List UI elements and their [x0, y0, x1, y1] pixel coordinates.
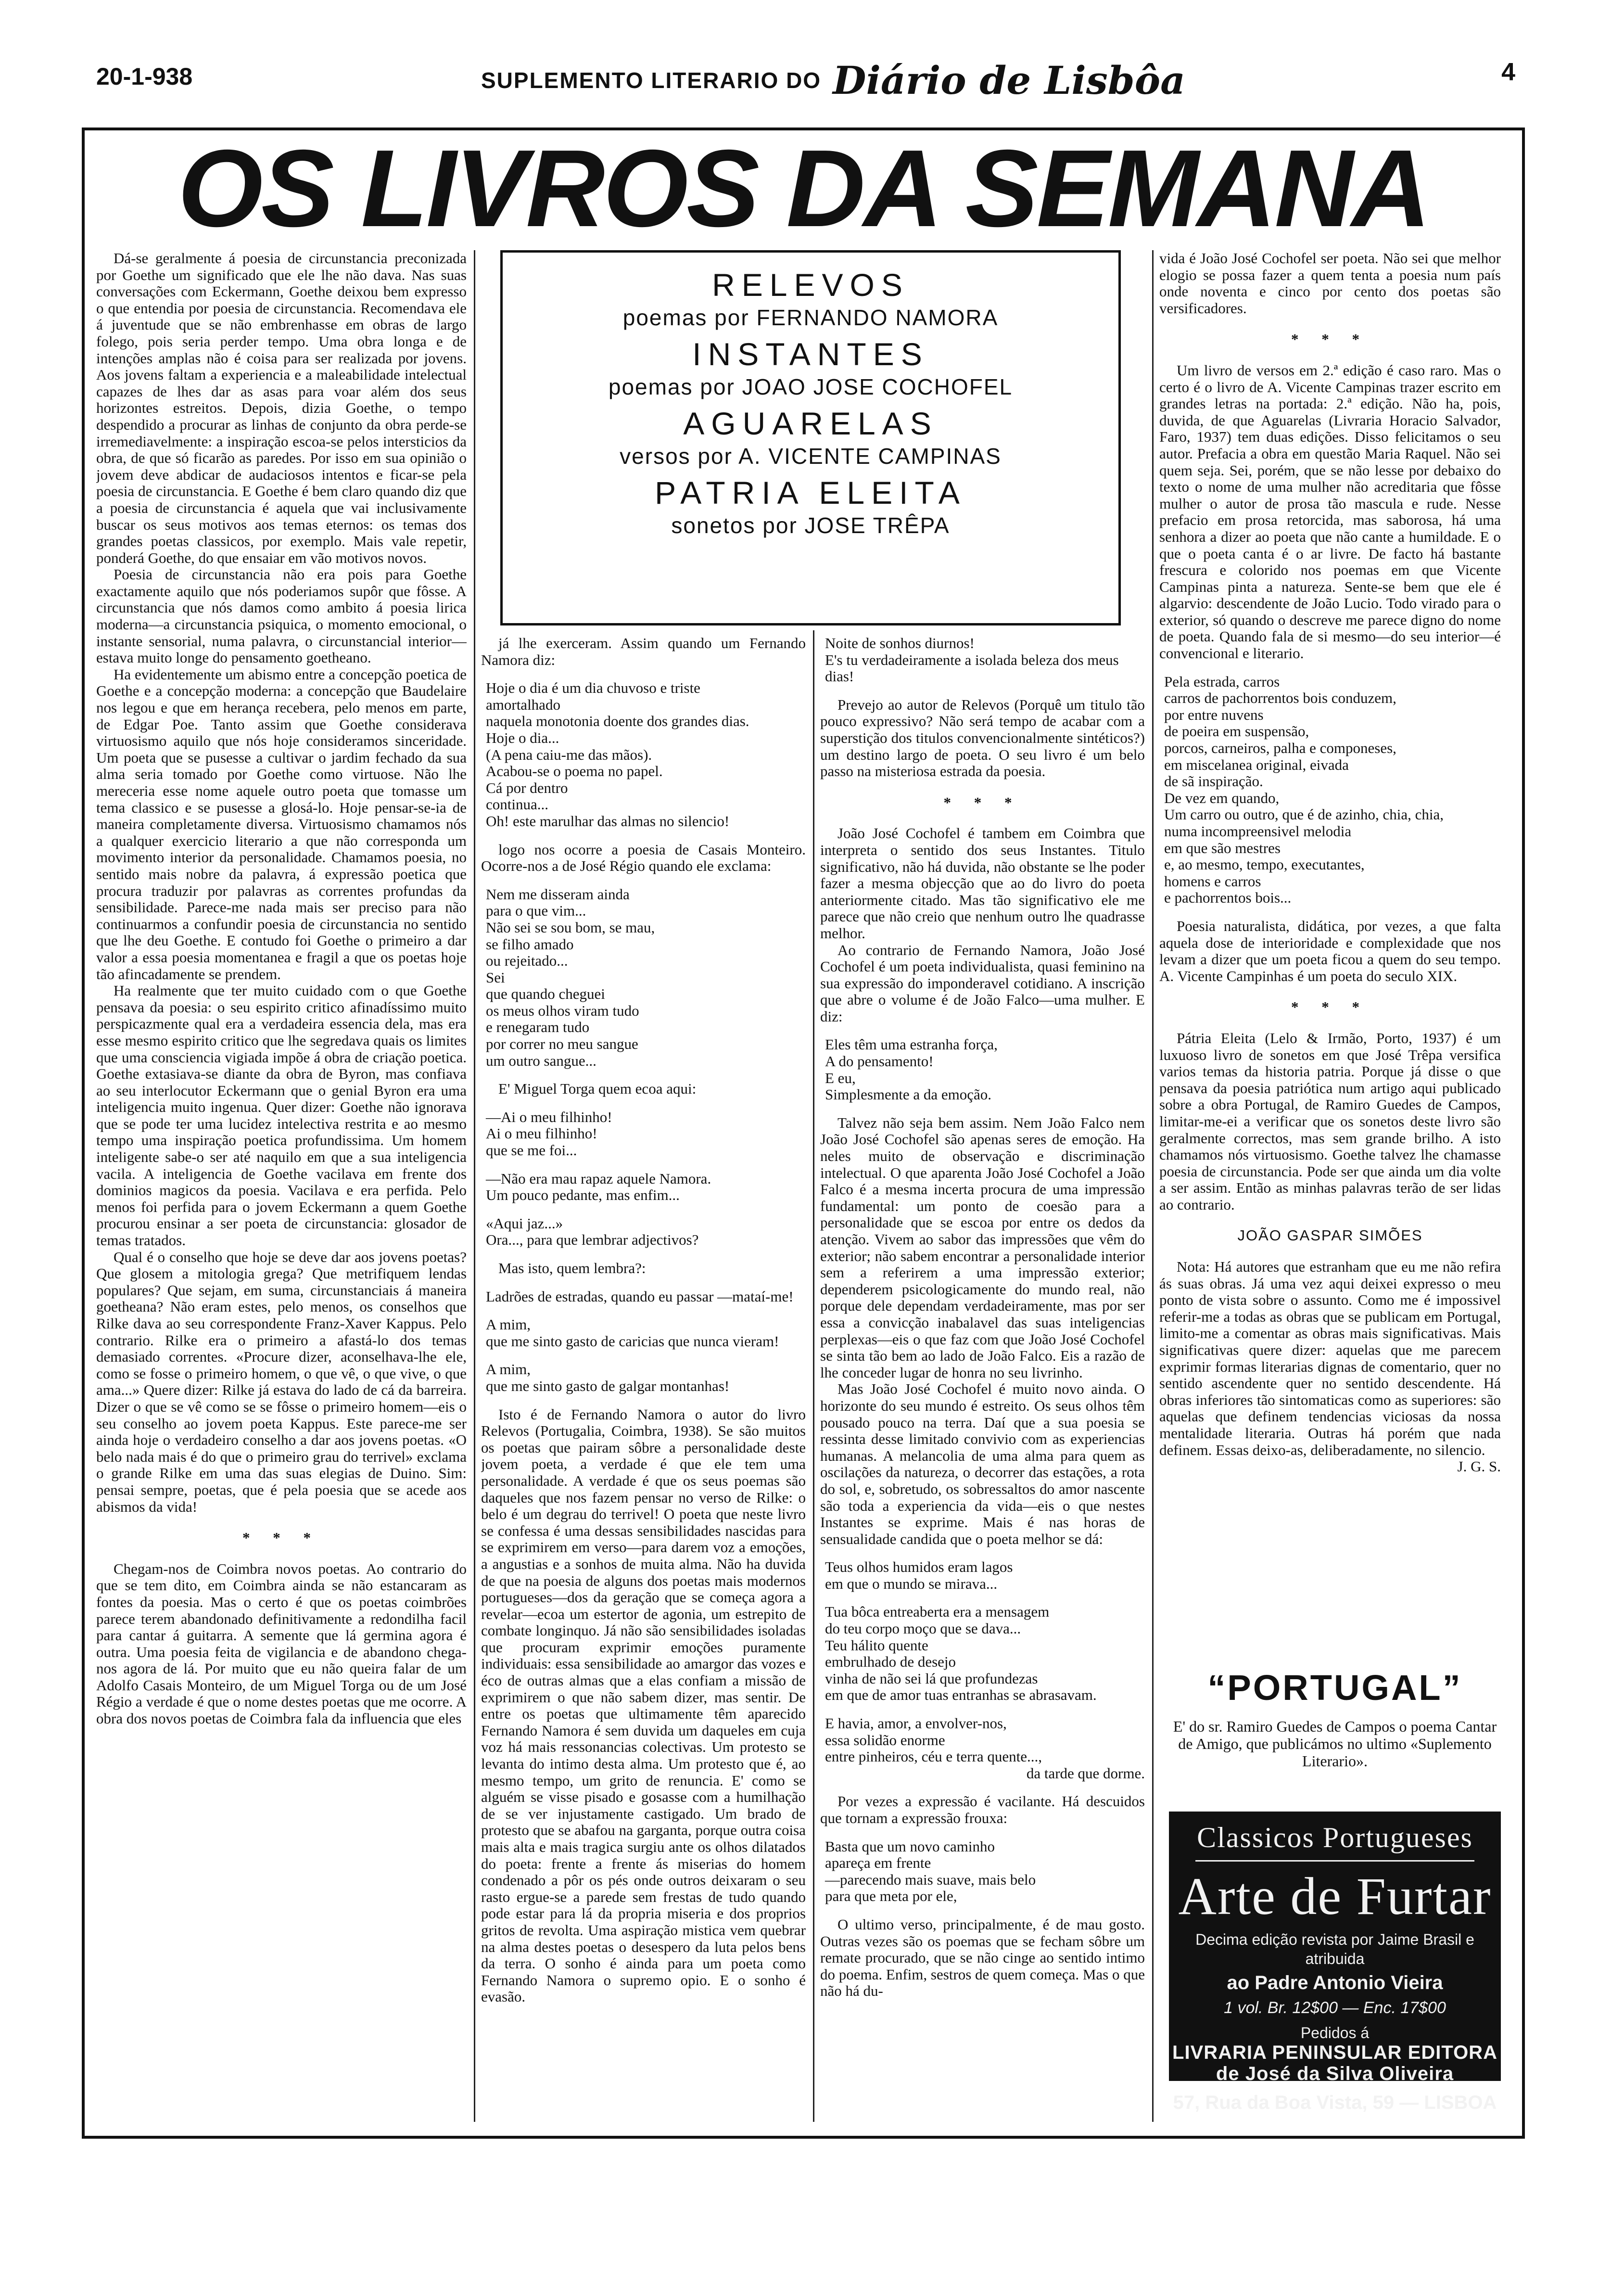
initials-signature: J. G. S.	[1457, 1458, 1501, 1475]
verse-line: Teu hálito quente	[825, 1636, 928, 1654]
column-1	[96, 250, 467, 2122]
verse-line: Eles têm uma estranha força,	[825, 1036, 998, 1053]
paragraph: Por vezes a expressão é vacilante. Há descuidos que tornam a expressão frouxa:	[820, 1793, 1145, 1826]
verse-line: Ladrões de estradas, quando eu passar —mataí-me!	[486, 1288, 794, 1305]
column-4	[1159, 250, 1501, 1655]
verse-line: Não sei se sou bom, se mau,	[486, 919, 655, 936]
verse-line: que me sinto gasto de caricias que nunca vieram!	[486, 1332, 779, 1350]
ad-edition: Decima edição revista por Jaime Brasil e atribuida	[1195, 1931, 1474, 1967]
verse-line: Simplesmente a da emoção.	[825, 1086, 992, 1103]
ad-author: ao Padre Antonio Vieira	[1227, 1972, 1443, 1993]
paragraph: O ultimo verso, principalmente, é de mau gosto. Outras vezes são os poemas que se fecham sôbre um remate procurado, que se não cinge ao sentido intimo do poema. Enfim, sestros de quem começa. Mas o que não há du-	[820, 1915, 1145, 2000]
book-author-aguarelas: versos por A. VICENTE CAMPINAS	[620, 444, 1002, 469]
paragraph: Ha evidentemente um abismo entre a concepção poetica de Goethe e a concepção moderna: a concepção que Baudelaire nos legou e que em herança recebera, pelo menos em parte, de Edgar Poe. Tanto assim que Goethe considerava virtuosismo aquilo que nós hoje consideramos sinceridade. Um poeta que se pusesse a cultivar o jardim fechado da sua alma seria tomado por Goethe como virtuose. Não lhe mereceria esse nome aquele outro poeta que tomasse um tema classico e se pusesse a glosá-lo. Hoje pensar-se-ia de maneira completamente diversa. Virtuosismo chamamos nós a qualquer exercicio literario a que não corresponda um movimento interior da personalidade. Chamamos poesia, no sentido mais nobre da palavra, á expressão poetica que procura traduzir por palavras as correntes profundas da sensibilidade. Parece-me nada mais ser preciso para não continuarmos a confundir poesia de circunstancia no sentido que lhe deu Goethe. E contudo foi Goethe o primeiro a dar valor a essa poesia momentanea e fragil a que os poetas hoje tão afincadamente se prendem.	[96, 665, 467, 983]
paragraph: João José Cochofel é tambem em Coimbra que interpreta o sentido dos seus Instantes. Titulo significativo, não há duvida, não obstante se lhe poder fazer a mesma objecção que ao do livro do poeta anteriormente citado. Mas tão significativo ele me parece que não creio que nenhum outro lhe quadrasse melhor.	[820, 825, 1145, 942]
verse-line: para o que vim...	[486, 902, 586, 919]
masthead-line	[481, 58, 1251, 103]
books-box	[500, 250, 1121, 625]
verse-line: vinha de não sei lá que profundezas	[825, 1670, 1038, 1687]
section-separator: * * *	[1291, 998, 1369, 1016]
column-3	[820, 635, 1145, 2122]
verse-line: os meus olhos viram tudo	[486, 1002, 639, 1019]
verse-line: entre pinheiros, céu e terra quente...,	[825, 1748, 1042, 1765]
verse-line: Noite de sonhos diurnos!	[825, 635, 975, 651]
verse-line: de poeira em suspensão,	[1164, 723, 1309, 740]
book-author-instantes: poemas por JOAO JOSE COCHOFEL	[608, 374, 1013, 399]
paragraph: Prevejo ao autor de Relevos (Porquê um titulo tão pouco expressivo? Não será tempo de acabar com a superstição dos titulos convencionalmente sintéticos?) um destino largo de poeta. O seu livro é um belo passo na misteriosa estrada da poesia.	[820, 696, 1145, 780]
verse-line: Sei	[486, 969, 505, 986]
paragraph: logo nos ocorre a poesia de Casais Monteiro. Ocorre-nos a de José Régio quando ele exclama:	[481, 841, 806, 875]
verse-line: —Não era mau rapaz aquele Namora.	[486, 1170, 711, 1187]
issue-date: 20-1-938	[96, 63, 193, 90]
ad-orders: Pedidos á	[1300, 2024, 1370, 2042]
book-title-patria-eleita: PATRIA ELEITA	[655, 475, 966, 510]
verse-line: e pachorrentos bois...	[1164, 889, 1292, 906]
ad-rule	[1195, 1860, 1474, 1862]
verse-line: do teu corpo moço que se dava...	[825, 1620, 1021, 1637]
verse-line: —parecendo mais suave, mais belo	[825, 1871, 1036, 1888]
paragraph: já lhe exerceram. Assim quando um Fernando Namora diz:	[481, 635, 806, 668]
column-rule	[474, 250, 475, 2122]
paragraph: Ao contrario de Fernando Namora, João José Cochofel é um poeta individualista, quasi feminino na sua expressão do imponderavel cotidiano. A inscrição que abre o volume é de João Falco—uma mulher. E diz:	[820, 941, 1145, 1025]
verse-line: Teus olhos humidos eram lagos	[825, 1558, 1013, 1576]
page-header	[96, 53, 1515, 106]
column-rule	[813, 630, 814, 2122]
verse-line: continua...	[486, 796, 548, 813]
book-author-relevos: poemas por FERNANDO NAMORA	[622, 305, 999, 330]
verse-line: por correr no meu sangue	[486, 1035, 638, 1053]
verse-line: A mim,	[486, 1361, 531, 1378]
verse-line: (A pena caiu-me das mãos).	[486, 746, 652, 763]
section-separator: * * *	[943, 793, 1022, 811]
portugal-heading: “PORTUGAL”	[1207, 1668, 1462, 1708]
verse-line: um outro sangue...	[486, 1052, 596, 1069]
ad-publisher: LIVRARIA PENINSULAR EDITORA	[1172, 2042, 1497, 2063]
verse-line: da tarde que dorme.	[1026, 1764, 1145, 1782]
paragraph: E' Miguel Torga quem ecoa aqui:	[498, 1080, 697, 1097]
verse-line: de sã inspiração.	[1164, 773, 1263, 790]
paragraph: Um livro de versos em 2.ª edição é caso raro. Mas o certo é o livro de A. Vicente Campinas trazer escrito em grandes letras na portada: 2.ª edição. Não ha, pois, duvida, de que Aguarelas (Livraria Horacio Salvador, Faro, 1937) tem duas edições. Disso felicitamos o seu autor. Prefacia a obra em questão Maria Raquel. Não sei quem seja. Sei, porém, que se não lesse por debaixo do texto o nome de uma mulher não acreditaria que fôsse mulher o autor de prosa tão mascula e rude. Nesse prefacio em prosa retorcida, mas saborosa, há uma senhora a dizer ao poeta que não cante a humildade. E o que o poeta canta é o ar livre. De facto há bastante frescura e colorido nos poemas em que Vicente Campinas pinta a natureza. Sente-se bem que ele é algarvio: descendente de João Lucio. Todo virado para o exterior, só quando o descreve me parece digno do nome de poeta. Quando fala de si mesmo—do seu interior—é convencional e literario.	[1159, 361, 1501, 662]
verse-line: em miscelanea original, eivada	[1164, 756, 1349, 773]
verse-line: em que o mundo se mirava...	[825, 1575, 998, 1592]
ad-price: 1 vol. Br. 12$00 — Enc. 17$00	[1224, 1999, 1446, 2017]
verse-line: e renegaram tudo	[486, 1019, 590, 1036]
paragraph: Talvez não seja bem assim. Nem João Falco nem João José Cochofel são apenas seres de emoção. Ha neles muito de observação e discriminação intelectual. O que aparenta João José Cochofel a João Falco é a mesma incerta procura de uma impressão fundamental: um ponto de coesão para a personalidade que se escoa por entre os dedos da atenção. Vivem ao sabor das impressões que vêm do exterior; não sabem encontrar a personalidade interior sem a referirem a uma impressão exterior; dependerem psicologicamente do mundo real, não porque dele dependam verdadeiramente, mas por ser essa a convicção inabalavel das suas inteligencias perplexas—eis o que faz com que João José Cochofel se sinta tão bem ao lado de João Falco. Eis a razão de lhe conceder lugar de honra no seu livrinho.	[820, 1114, 1145, 1381]
book-title-instantes: INSTANTES	[692, 336, 929, 372]
verse-line: —Ai o meu filhinho!	[486, 1108, 612, 1125]
ad-publisher-owner: de José da Silva Oliveira	[1216, 2063, 1454, 2084]
book-title-relevos: RELEVOS	[712, 267, 909, 303]
verse-line: e, ao mesmo, tempo, executantes,	[1164, 856, 1365, 873]
verse-line: E's tu verdadeiramente a isolada beleza dos meus dias!	[825, 651, 1119, 685]
section-separator: * * *	[242, 1529, 320, 1546]
paragraph: Chegam-nos de Coimbra novos poetas. Ao contrario do que se tem dito, em Coimbra ainda se não estancaram as fontes da poesia. Mas o certo é que os poetas coimbrões parece terem abandonado definitivamente a redondilha facil para cantar á guitarra. A semente que lá germina agora é outra. Uma poesia feita de vigilancia e de abandono chega-nos agora de lá. Por muito que eu não queira falar de um Adolfo Casais Monteiro, de um Miguel Torga ou de um José Régio a verdade é que o nome destes poetas que me ocorre. A obra dos novos poetas de Coimbra fala da influencia que eles	[96, 1560, 467, 1727]
paragraph: Qual é o conselho que hoje se deve dar aos jovens poetas? Que glosem a mitologia grega? Que metrifiquem lendas populares? Que sejam, em suma, circunstanciais á maneira goetheana? Não eram estes, pelo menos, os conselhos que Rilke dava ao seu correspondente Franz-Xaver Kappus. Pelo contrario. Rilke era o primeiro a afastá-lo dos temas demasiado correntes. «Procure dizer, aconselhava-lhe ele, como se fosse o primeiro homem, o que vê, o que vive, o que ama...» Quere dizer: Rilke já estava do lado de cá da barreira. Dizer o que se vê como se se fôsse o primeiro homem—eis o seu conselho ao jovem poeta Kappus. Este parece-me ser ainda hoje o verdadeiro conselho a dar aos jovens poetas. «O belo nada mais é do que o primeiro grau do terrivel» exclama o grande Rilke em uma das suas elegias de Duino. Sim: pensai sempre, poetas, que é pela poesia que se acede aos abismos da vida!	[96, 1248, 467, 1515]
portugal-note: E' do sr. Ramiro Guedes de Campos o poema Cantar de Amigo, que publicámos no ultimo «Suplemento Literario».	[1173, 1718, 1497, 1770]
verse-line: embrulhado de desejo	[825, 1653, 956, 1671]
paragraph: Pátria Eleita (Lelo & Irmão, Porto, 1937) é um luxuoso livro de sonetos em que José Trêpa versifica varios temas da historia patria. Porque já disse o que pensava da poesia patriótica num artigo aqui publicado sobre a obra Portugal, de Ramiro Guedes de Campos, limitar-me-ei a verificar que os sonetos deste livro são geralmente correctos, mas sem grande brilho. A isto chamamos nós virtuosismo. Goethe talvez lhe chamasse poesia de circunstancia. Pode ser que ainda um dia volte a ser assim. Então as minhas palavras terão de ser lidas ao contrario.	[1159, 1029, 1501, 1213]
verse-line: A mim,	[486, 1316, 531, 1333]
verse-line: por entre nuvens	[1164, 706, 1264, 723]
verse-line: para que meta por ele,	[825, 1888, 957, 1905]
verse-line: Tua bôca entreaberta era a mensagem	[825, 1603, 1050, 1620]
verse-line: A do pensamento!	[825, 1053, 934, 1070]
paragraph: Mas João José Cochofel é muito novo ainda. O horizonte do seu mundo é estreito. Os seus olhos têm pousado pouco na terra. Daí que a sua poesia se ressinta desse limitado convivio com as experiencias humanas. A melancolia de uma alma para quem as oscilações da natureza, o decorrer das estações, a rota do sol, e, sobretudo, os sobressaltos do amor nascente são toda a experiencia da vida—eis o que nestes Instantes se exprime. Mais é nas horas de sensualidade candida que o poeta melhor se dá:	[820, 1380, 1145, 1547]
verse-line: Hoje o dia...	[486, 729, 559, 746]
verse-line: numa incompreensivel melodia	[1164, 823, 1352, 840]
paragraph: Mas isto, quem lembra?:	[498, 1260, 646, 1276]
verse-line: se filho amado	[486, 935, 574, 953]
verse-line: ou rejeitado...	[486, 952, 568, 970]
verse-line: porcos, carneiros, palha e componeses,	[1164, 740, 1396, 757]
verse-line: em que são mestres	[1164, 839, 1281, 856]
ad-title: Arte de Furtar	[1178, 1867, 1492, 1926]
verse-line: Pela estrada, carros	[1164, 673, 1280, 690]
book-title-aguarelas: AGUARELAS	[683, 406, 938, 441]
verse-line: Nem me disseram ainda	[486, 885, 630, 903]
verse-line: que me sinto gasto de galgar montanhas!	[486, 1377, 730, 1394]
verse-line: em que de amor tuas entranhas se abrasavam.	[825, 1686, 1097, 1704]
verse-line: E eu,	[825, 1069, 856, 1086]
paragraph: Poesia naturalista, didática, por vezes, a que falta aquela dose de interioridade e complexidade que nos levam a dizer que um poeta ficou a quem do seu tempo. A. Vicente Campinhas é um poeta do seculo XIX.	[1159, 917, 1501, 984]
verse-line: apareça em frente	[825, 1854, 931, 1872]
verse-line: De vez em quando,	[1164, 789, 1280, 806]
verse-line: naquela monotonia doente dos grandes dias.	[486, 713, 749, 730]
paragraph: Poesia de circunstancia não era pois para Goethe exactamente aquilo que nós poderiamos supôr que fôsse. A circunstancia que nós damos como ambito á poesia lirica moderna—a circunstancia psiquica, o momento emocional, o instante sensorial, numa palavra, o circunstancial interior—estava muito longe do pensamento goetheano.	[96, 566, 467, 666]
ad-series: Classicos Portugueses	[1197, 1822, 1473, 1853]
column-2	[481, 635, 806, 2122]
verse-line: Hoje o dia é um dia chuvoso e triste	[486, 679, 700, 697]
verse-line: E havia, amor, a envolver-nos,	[825, 1715, 1007, 1732]
newspaper-masthead: Diário de Lisbôa	[833, 58, 1185, 103]
note-paragraph: Nota: Há autores que estranham que eu me não refira ás suas obras. Já uma vez aqui deixei expresso o meu ponto de vista sobre o assunto. Como me é impossivel referir-me a todas as obras que se publicam em Portugal, limito-me a comentar as obras mais significativas. Mais significativas quere dizer: aquelas que me parecem exprimir formas literarias dignas de comentario, quer no sentido ascendente quer no sentido descendente. Há obras inferiores tão sintomaticas como as superiores: são aquelas que definem tendencias viciosas da nossa mentalidade literaria. Outras há porém que nada definem. Essas deixo-as, deliberadamente, no silencio.	[1159, 1258, 1501, 1458]
verse-line: essa solidão enorme	[825, 1731, 945, 1748]
verse-line: Acabou-se o poema no papel.	[486, 763, 663, 780]
verse-line: Ora..., para que lembrar adjectivos?	[486, 1231, 699, 1249]
book-advertisement	[1169, 1812, 1501, 2113]
column-rule	[1152, 250, 1154, 2122]
verse-line: Um carro ou outro, que é de azinho, chia, chia,	[1164, 806, 1444, 823]
verse-line: «Aqui jaz...»	[486, 1214, 563, 1232]
paragraph: Ha realmente que ter muito cuidado com o que Goethe pensava da poesia: o seu espirito critico afinadíssimo muito perspicazmente qual era a verdadeira essencia dela, mas era esse mesmo espirito critico que lhe segredava quais os limites que uma consciencia vigiada impõe á obra de criação poetica. Goethe extasiava-se diante da obra de Byron, mas confiava ao seu interlocutor Eckermann que o genial Byron era uma inteligencia muito ingenua. Quer dizer: Goethe não ignorava que se pode ter uma lucidez intelectiva restrita e ao mesmo tempo uma inspiração poetica profundissima. Um homem inteligente sabe-o ser até naquilo em que a sua inteligencia vacila. A inteligencia de Goethe vacilava em frente dos dominios magicos da poesia. Vacilava e era perfida. Pelo menos foi perfida para o jovem Eckermann a quem Goethe procurou ensinar a ser poeta de circunstancia: glosador de temas tratados.	[96, 982, 467, 1249]
verse-line: Ai o meu filhinho!	[486, 1125, 597, 1142]
verse-line: Um pouco pedante, mas enfim...	[486, 1187, 680, 1204]
verse-line: que quando cheguei	[486, 985, 605, 1003]
section-separator: * * *	[1291, 331, 1369, 348]
verse-line: carros de pachorrentos bois conduzem,	[1164, 689, 1396, 707]
paragraph: vida é João José Cochofel ser poeta. Não sei que melhor elogio se possa fazer a quem tenta a poesia num país onde noventa e cinco por cento dos poetas são versificadores.	[1159, 250, 1501, 317]
verse-line: que se me foi...	[486, 1142, 577, 1159]
verse-line: Basta que um novo caminho	[825, 1837, 995, 1855]
book-author-patria-eleita: sonetos por JOSE TRÊPA	[671, 513, 950, 538]
page-number: 4	[1501, 58, 1515, 86]
page-title: OS LIVROS DA SEMANA	[178, 131, 1429, 246]
verse-line: homens e carros	[1164, 872, 1261, 890]
paragraph: Dá-se geralmente á poesia de circunstancia preconizada por Goethe um significado que ele lhe não dava. Nas suas conversações com Eckermann, Goethe deixou bem expresso o que entendia por poesia de circunstancia. Recomendava ele á juventude que se não embrenhasse em obras de largo folego, pois seria perder tempo. Uma obra longa e de intenções amplas não é coisa para ser realizada por jovens. Aos jovens faltam a experiencia e a maleabilidade intelectual capazes de lhes dar as asas para voar além dos seus horizontes estreitos. Depois, dizia Goethe, o tempo despendido a procurar as linhas de conjunto da obra perde-se irremediavelmente: a inspiração escoa-se pelos intersticios da obra, de que só ficarão as paredes. Por isso em sua opinião o jovem deve abdicar de audaciosos intentos e ficar-se pela poesia de circunstancia. E Goethe é bem claro quando diz que a poesia de circunstancia é aquela que vai inclusivamente buscar os seus motivos aos temas eternos: os temas dos grandes poetas classicos, por exemplo. Mais vale repetir, ponderá Goethe, do que ensaiar em vão motivos novos.	[96, 250, 467, 566]
paragraph: Isto é de Fernando Namora o autor do livro Relevos (Portugalia, Coimbra, 1938). Se são muitos os poetas que pairam sôbre a personalidade deste jovem poeta, a verdade é que ele tem uma personalidade. A verdade é que os seus poemas são daqueles que nos fazem pensar no verso de Rilke: o belo é um degrau do terrivel! O poeta que neste livro se confessa é uma dessas sensibilidades nascidas para se exprimirem em verso—para darem voz a emoções, a angustias e a sonhos de muita alma. Não ha duvida de que na poesia de alguns dos poetas mais modernos portugueses—dos da geração que se começa agora a revelar—ecoa um estertor de agonia, um estrepito de combate longinquo. Já não são sensibilidades isoladas que procuram exprimir emoções puramente individuais: essa sensibilidade ao amargor das vozes e éco de outras almas que a elas confiam a missão de exprimirem o que não sabem dizer, mas sentir. De entre os poetas que ultimamente têm aparecido Fernando Namora é sem duvida um daqueles em cuja voz há mais ressonancias colectivas. Um protesto se levanta do intimo desta alma. Um protesto que é, ao mesmo tempo, um grito de renuncia. E' como se alguém se visse pisado e gosasse com a humilhação de se ver injustamente castigado. Um brado de protesto que se abafou na garganta, porque outra coisa mais alta e mais tragica surgiu ante os olhos dilatados do poeta: frente a frente ás miserias do homem condenado a pôr os pés onde outros deixaram o seu rasto ergue-se a parede sem frestas de tudo quando pode estar para lá da propria miseria e dos proprios gritos de revolta. Uma aspiração mistica vem quebrar na alma destes poetas o desespero da luta pelos bens da terra. O sonho é ainda para um poeta como Fernando Namora o supremo opio. E o sonho é evasão.	[481, 1405, 806, 2005]
ad-address: 57, Rua da Boa Vista, 59 — LISBOA	[1173, 2092, 1497, 2113]
verse-line: Cá por dentro	[486, 779, 568, 796]
supplement-label: SUPLEMENTO LITERARIO DO	[481, 68, 822, 93]
verse-line: Oh! este marulhar das almas no silencio!	[486, 812, 730, 829]
verse-line: amortalhado	[486, 696, 560, 713]
author-signature: JOÃO GASPAR SIMÕES	[1237, 1227, 1423, 1244]
